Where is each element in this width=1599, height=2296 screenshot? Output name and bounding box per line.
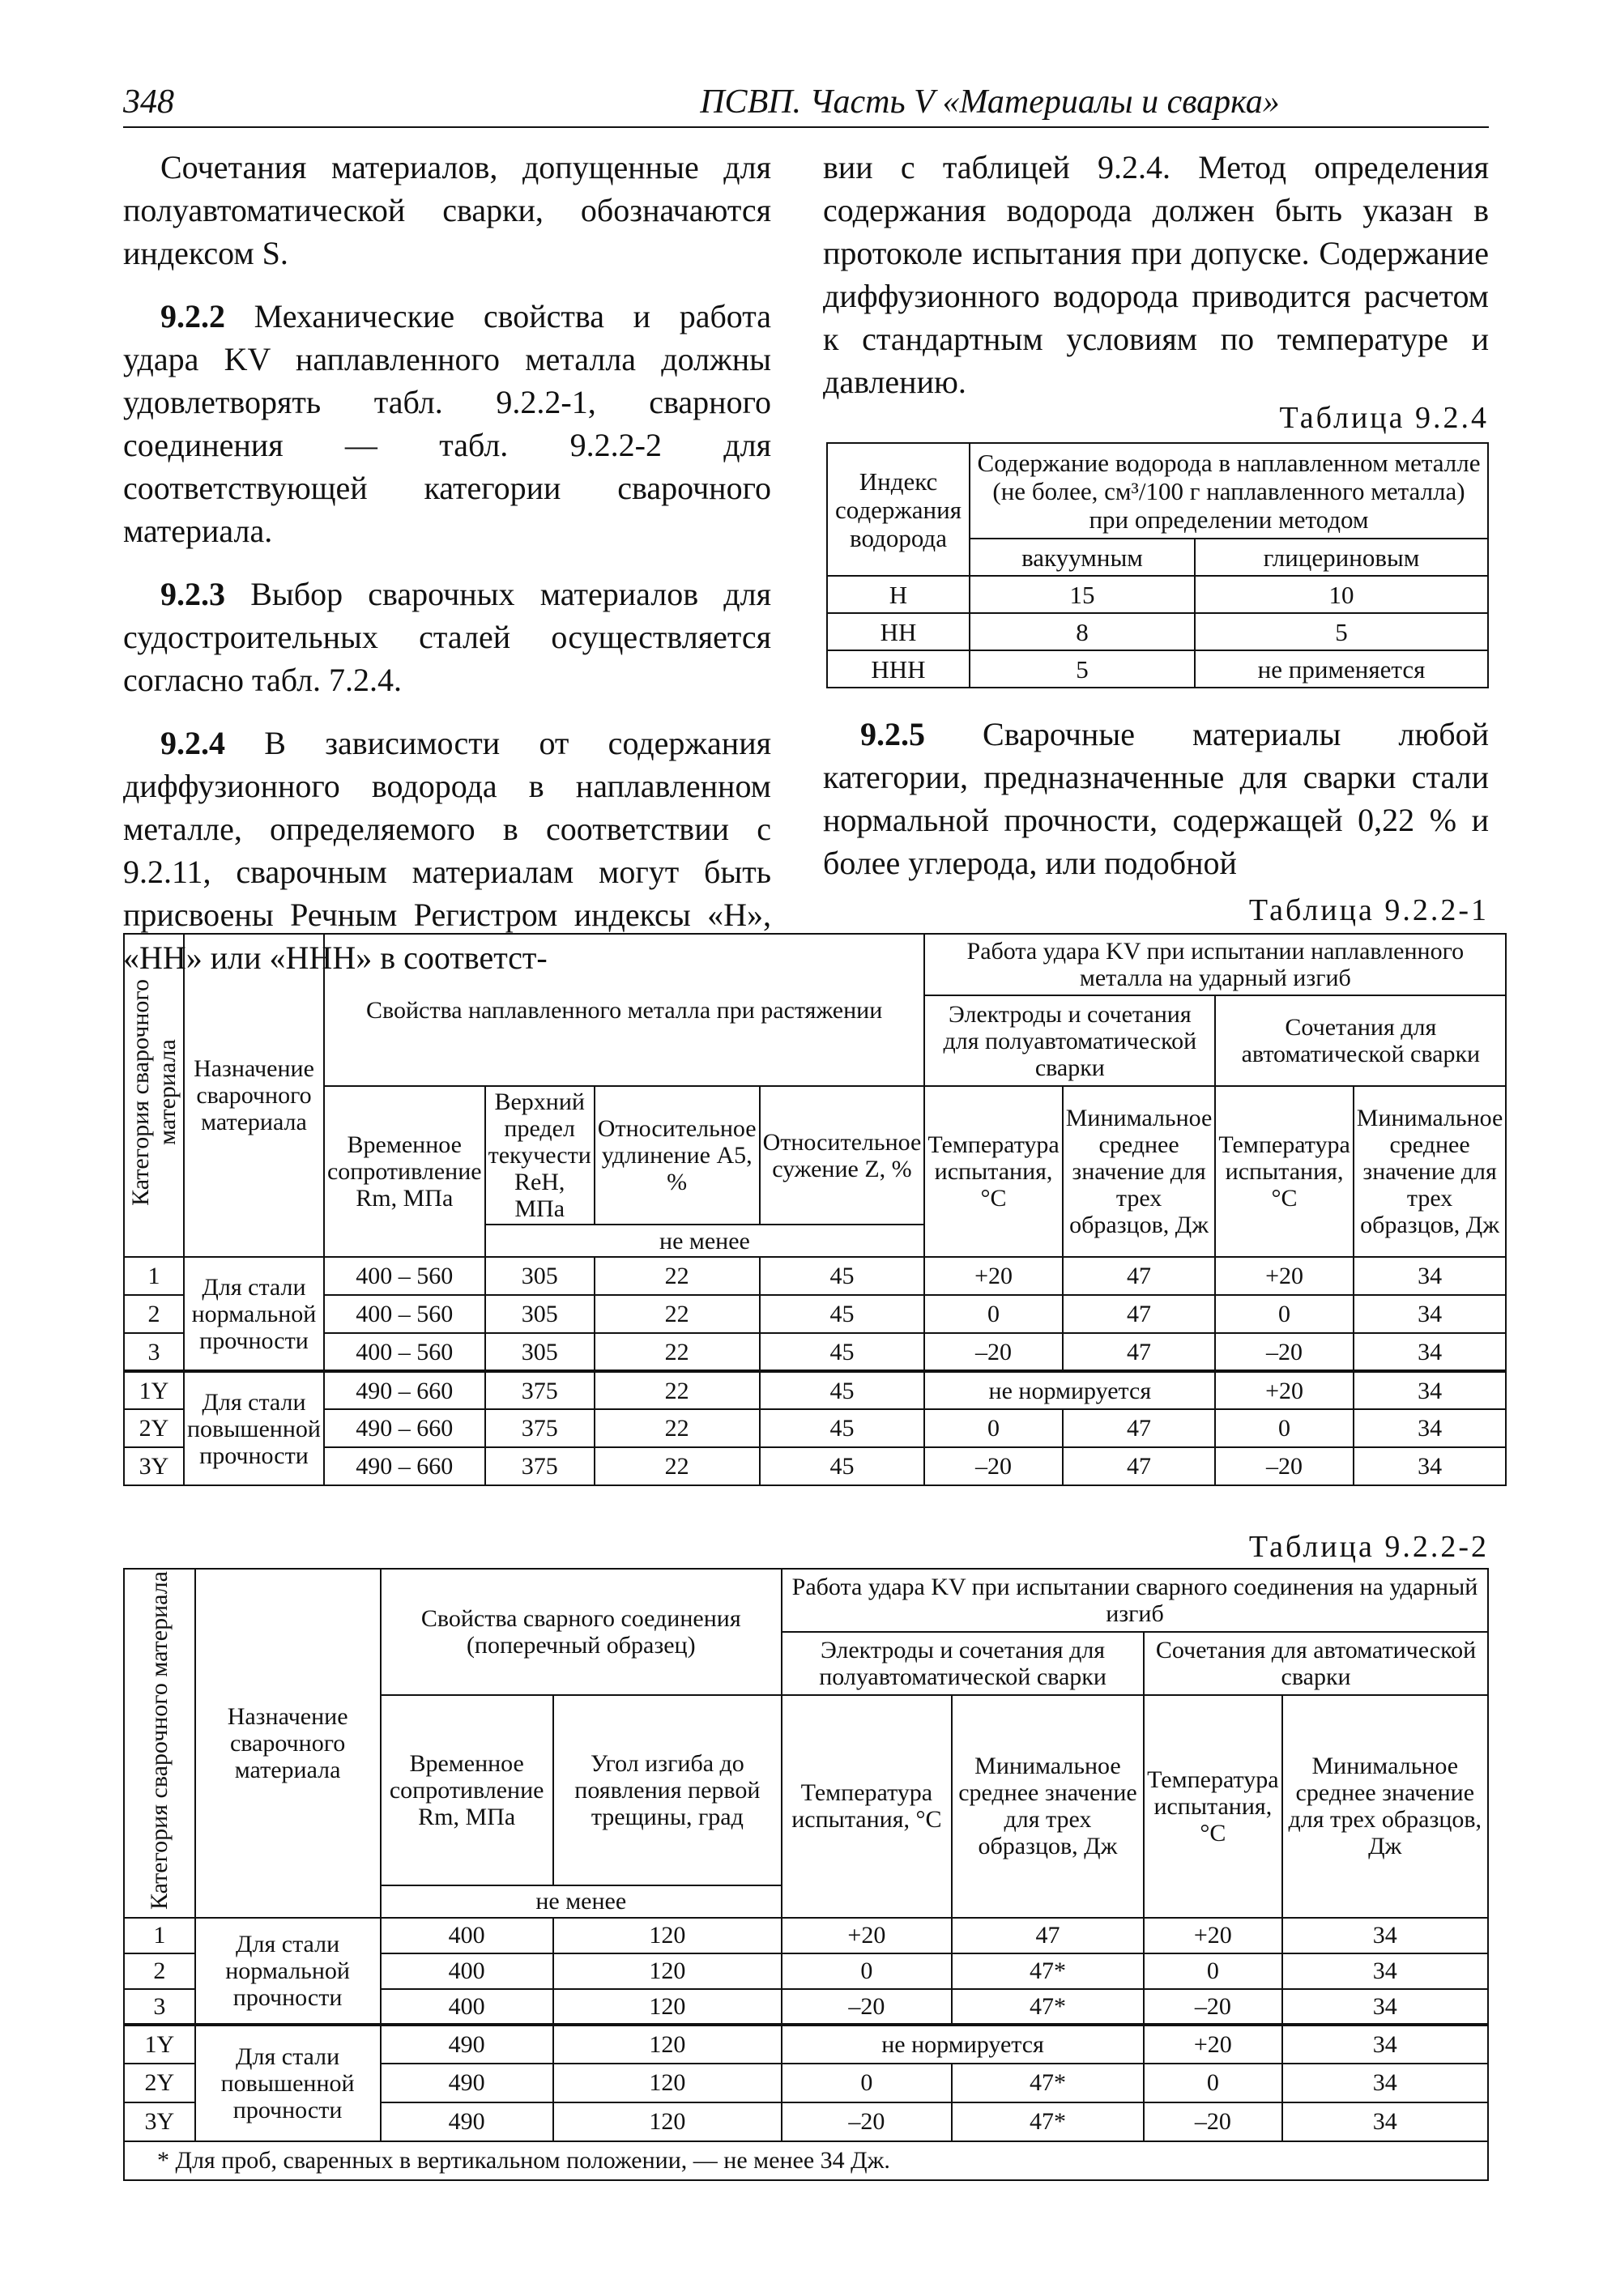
- right-column-top: [823, 146, 1489, 424]
- running-title: ПСВП. Часть V «Материалы и сварка»: [700, 83, 1280, 121]
- header-min-auto: Минимальное среднее значение для трех образцов, Дж: [1282, 1695, 1488, 1918]
- header-rm: Временное сопротивление Rm, МПа: [381, 1695, 553, 1885]
- paragraph-9-2-2: 9.2.2 Механические свойства и работа удара KV наплавленного металла должны удовлетворять табл. 9.2.2-1, сварного соединения — табл. 9.2.2-2 для соответствующей категории сварочного материала.: [123, 298, 771, 549]
- paragraph: вии с таблицей 9.2.4. Метод определения содержания водорода должен быть указан в протоколе испытания при допуске. Содержание диффузионного водорода приводится расчетом к стандартным условиям по температуре и давлению.: [823, 149, 1489, 400]
- header-z: Относительное сужение Z, %: [760, 1086, 925, 1225]
- header-min-semi: Минимальное среднее значение для трех образцов, Дж: [1063, 1086, 1216, 1257]
- caption-table-9-2-4: Таблица 9.2.4: [1279, 401, 1489, 435]
- table-9-2-2-1: [123, 933, 1507, 1486]
- header-temp-auto: Температура испытания, °C: [1144, 1695, 1281, 1918]
- not-normed: не нормируется: [782, 2025, 1144, 2064]
- header-vacuum: вакуумным: [970, 539, 1195, 576]
- caption-table-9-2-2-2: Таблица 9.2.2-2: [1248, 1530, 1489, 1564]
- paragraph-9-2-3: 9.2.3 Выбор сварочных материалов для судостроительных сталей осуществляется согласно табл. 7.2.4.: [123, 576, 771, 698]
- table-row: 2Y 490 – 660 375 22 45 0 47 0 34: [124, 1409, 1506, 1447]
- paragraph-9-2-5: 9.2.5 Сварочные материалы любой категории, предназначенные для сварки стали нормальной прочности, содержащей 0,22 % и более углерода, или подобной: [823, 716, 1489, 881]
- purpose-high: Для стали повышенной прочности: [195, 2025, 381, 2141]
- header-index: Индекс содержания водорода: [827, 443, 970, 576]
- table-footnote: * Для проб, сваренных в вертикальном положении, — не менее 34 Дж.: [124, 2141, 1488, 2180]
- header-reh: Верхний предел текучести ReH, МПа: [485, 1086, 595, 1225]
- table-9-2-2-2: [123, 1568, 1489, 2181]
- running-header: [123, 78, 1489, 128]
- right-column-bottom: [823, 713, 1489, 905]
- header-min-auto: Минимальное среднее значение для трех образцов, Дж: [1354, 1086, 1507, 1257]
- header-category: Категория сварочного материала: [124, 1569, 195, 1918]
- header-not-less: не менее: [485, 1225, 925, 1257]
- paragraph-9-2-4: 9.2.4 В зависимости от содержания диффузионного водорода в наплавленном металле, определяемого в соответствии с 9.2.11, сварочным материалам могут быть присвоены Речным Регистром индексы «Н», «НН» или «ННН» в соответст-: [123, 725, 771, 976]
- header-glycerin: глицериновым: [1195, 539, 1488, 576]
- header-not-less: не менее: [381, 1885, 782, 1918]
- header-auto: Сочетания для автоматической сварки: [1215, 995, 1506, 1086]
- header-category: Категория сварочного материала: [124, 934, 184, 1257]
- caption-table-9-2-2-1: Таблица 9.2.2-1: [1248, 893, 1489, 927]
- header-semi-auto: Электроды и сочетания для полуавтоматической сварки: [924, 995, 1215, 1086]
- header-tensile: Свойства наплавленного металла при растяжении: [324, 934, 924, 1086]
- header-content: Содержание водорода в наплавленном металле (не более, см³/100 г наплавленного металла) при определении методом: [970, 443, 1488, 539]
- table-row: 1 Для стали нормальной прочности 400 120 +20 47 +20 34: [124, 1918, 1488, 1953]
- purpose-normal: Для стали нормальной прочности: [184, 1257, 324, 1371]
- header-auto: Сочетания для автоматической сварки: [1144, 1632, 1488, 1695]
- table-row: 3 400 – 560 305 22 45 –20 47 –20 34: [124, 1333, 1506, 1371]
- not-normed: не нормируется: [924, 1371, 1215, 1409]
- header-temp-semi: Температура испытания, °C: [924, 1086, 1062, 1257]
- left-column: [123, 146, 771, 999]
- header-a5: Относительное удлинение A5, %: [595, 1086, 760, 1225]
- purpose-normal: Для стали нормальной прочности: [195, 1918, 381, 2025]
- table-row: 2Y 490 120 0 47* 0 34: [124, 2064, 1488, 2102]
- purpose-high: Для стали повышенной прочности: [184, 1371, 324, 1485]
- table-row: 1Y Для стали повышенной прочности 490 120 не нормируется +20 34: [124, 2025, 1488, 2064]
- table-row: 3Y 490 120 –20 47* –20 34: [124, 2102, 1488, 2141]
- header-semi-auto: Электроды и сочетания для полуавтоматической сварки: [782, 1632, 1144, 1695]
- header-impact: Работа удара KV при испытании сварного соединения на ударный изгиб: [782, 1569, 1488, 1632]
- header-purpose: Назначение сварочного материала: [195, 1569, 381, 1918]
- table-row: Н 15 10: [827, 576, 1488, 613]
- paragraph: Сочетания материалов, допущенные для полуавтоматической сварки, обозначаются индексом S.: [123, 149, 771, 271]
- table-row: 3 400 120 –20 47* –20 34: [124, 1989, 1488, 2025]
- table-9-2-4: [826, 442, 1489, 688]
- header-temp-auto: Температура испытания, °C: [1215, 1086, 1353, 1257]
- table-row: 3Y 490 – 660 375 22 45 –20 47 –20 34: [124, 1447, 1506, 1485]
- header-purpose: Назначение сварочного материала: [184, 934, 324, 1257]
- table-row: 1Y Для стали повышенной прочности 490 – 660 375 22 45 не нормируется +20 34: [124, 1371, 1506, 1409]
- header-impact: Работа удара KV при испытании наплавленного металла на ударный изгиб: [924, 934, 1506, 995]
- header-min-semi: Минимальное среднее значение для трех образцов, Дж: [952, 1695, 1144, 1918]
- header-joint: Свойства сварного соединения (поперечный образец): [381, 1569, 782, 1695]
- table-row: 2 400 – 560 305 22 45 0 47 0 34: [124, 1295, 1506, 1333]
- header-rm: Временное сопротивление Rm, МПа: [324, 1086, 485, 1257]
- table-row: 1 Для стали нормальной прочности 400 – 560 305 22 45 +20 47 +20 34: [124, 1257, 1506, 1295]
- table-row: 2 400 120 0 47* 0 34: [124, 1953, 1488, 1989]
- header-bend: Угол изгиба до появления первой трещины, град: [553, 1695, 782, 1885]
- header-temp-semi: Температура испытания, °C: [782, 1695, 952, 1918]
- table-row: ННН 5 не применяется: [827, 650, 1488, 688]
- table-row: НН 8 5: [827, 613, 1488, 650]
- page-number: 348: [123, 83, 174, 121]
